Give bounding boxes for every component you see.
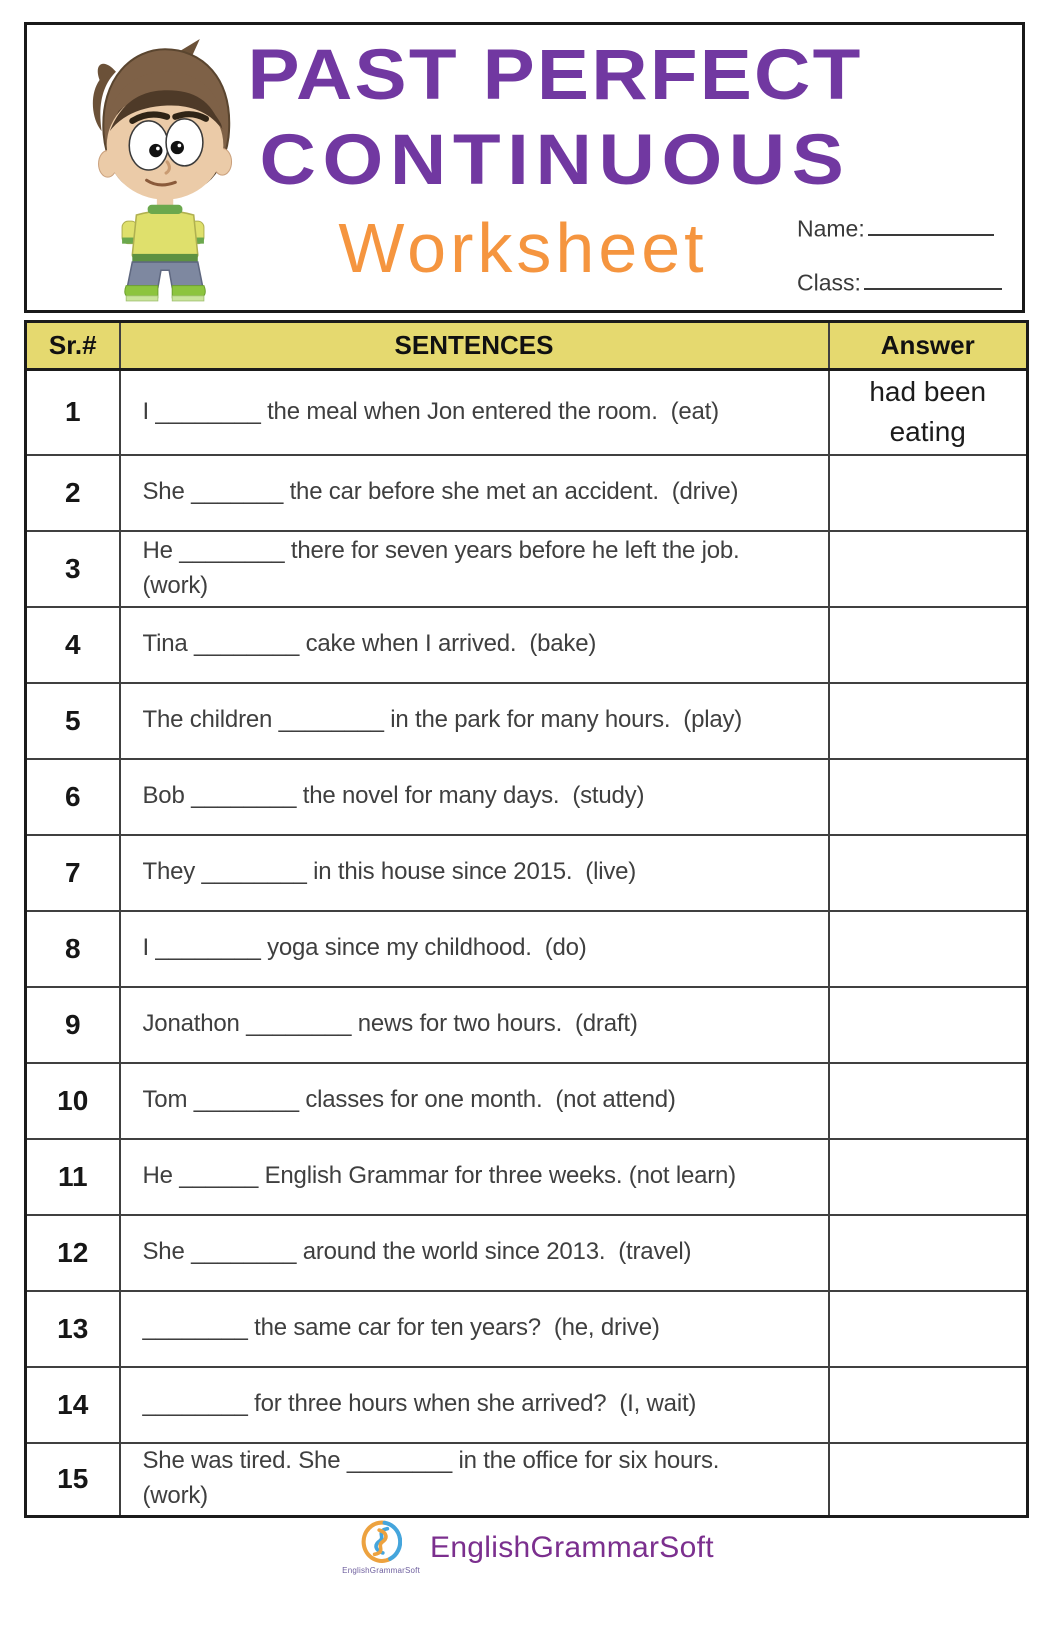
- class-field-row: [797, 267, 1002, 296]
- table-row: [26, 531, 1028, 607]
- sentence-text: I ________ the meal when Jon entered the room. (eat): [142, 397, 719, 425]
- table-header-row: [26, 322, 1028, 370]
- row-number: 15: [26, 1443, 120, 1517]
- class-blank-line: [864, 267, 1002, 290]
- sentence-text: She _______ the car before she met an accident. (drive): [142, 478, 739, 506]
- row-sentence: [120, 911, 829, 987]
- table-row: [26, 835, 1028, 911]
- table-row: [26, 607, 1028, 683]
- row-answer: [829, 911, 1028, 987]
- sentence-text: Jonathon ________ news for two hours. (draft): [142, 1010, 638, 1038]
- sentence-text: The children ________ in the park for many hours. (play): [142, 706, 743, 734]
- row-number: 13: [26, 1291, 120, 1367]
- row-sentence: [120, 370, 829, 455]
- row-sentence: [120, 987, 829, 1063]
- row-number: 1: [26, 370, 120, 455]
- sentence-text: Bob ________ the novel for many days. (study): [142, 782, 645, 810]
- row-number: 4: [26, 607, 120, 683]
- worksheet-table: [24, 320, 1029, 1518]
- row-number: 9: [26, 987, 120, 1063]
- table-row: [26, 1139, 1028, 1215]
- name-blank-line: [868, 213, 994, 236]
- page-title-line2: CONTINUOUS: [259, 121, 851, 200]
- row-answer: [829, 1291, 1028, 1367]
- sentence-text: She ________ around the world since 2013. (travel): [142, 1238, 692, 1266]
- row-number: 12: [26, 1215, 120, 1291]
- row-answer: [829, 1443, 1028, 1517]
- row-answer: [829, 1139, 1028, 1215]
- row-number: 2: [26, 455, 120, 531]
- sentence-text: He ______ English Grammar for three weeks. (not learn): [142, 1162, 736, 1190]
- page-title-line1: PAST PERFECT: [247, 36, 863, 115]
- row-answer: [829, 987, 1028, 1063]
- class-label: Class:: [797, 269, 861, 296]
- table-row: [26, 370, 1028, 455]
- row-sentence: [120, 1063, 829, 1139]
- row-answer: had been eating: [829, 370, 1028, 455]
- row-number: 10: [26, 1063, 120, 1139]
- sentence-text: ________ for three hours when she arrived? (I, wait): [142, 1390, 697, 1418]
- col-header-sentences: SENTENCES: [120, 322, 829, 370]
- row-number: 14: [26, 1367, 120, 1443]
- row-answer: [829, 455, 1028, 531]
- row-sentence: [120, 1215, 829, 1291]
- row-sentence: [120, 1443, 829, 1517]
- row-sentence: [120, 1367, 829, 1443]
- row-answer: [829, 607, 1028, 683]
- row-sentence: [120, 455, 829, 531]
- logo-caption: EnglishGrammarSoft: [342, 1566, 421, 1575]
- row-number: 6: [26, 759, 120, 835]
- row-answer: [829, 1215, 1028, 1291]
- row-sentence: [120, 835, 829, 911]
- row-number: 5: [26, 683, 120, 759]
- col-header-srno: Sr.#: [26, 322, 120, 370]
- row-sentence: [120, 759, 829, 835]
- row-number: 8: [26, 911, 120, 987]
- row-answer: [829, 1367, 1028, 1443]
- table-row: [26, 683, 1028, 759]
- sentence-text: He ________ there for seven years before he left the job.: [142, 536, 740, 564]
- header-box: [24, 22, 1025, 313]
- sentence-text: She was tired. She ________ in the office for six hours.: [142, 1447, 720, 1475]
- row-sentence: [120, 1291, 829, 1367]
- row-answer: [829, 531, 1028, 607]
- sentence-text: I ________ yoga since my childhood. (do): [142, 934, 587, 962]
- swirl-ring-logo-icon: [360, 1518, 402, 1565]
- sentence-text: Tom ________ classes for one month. (not attend): [142, 1086, 676, 1114]
- page-subtitle: Worksheet: [338, 209, 708, 287]
- row-number: 11: [26, 1139, 120, 1215]
- table-row: [26, 1291, 1028, 1367]
- logo-wrap: [342, 1518, 420, 1575]
- table-row: [26, 1063, 1028, 1139]
- row-number: 3: [26, 531, 120, 607]
- row-sentence: [120, 683, 829, 759]
- brand-name: EnglishGrammarSoft: [430, 1531, 714, 1564]
- name-label: Name:: [797, 215, 865, 242]
- sentence-text: ________ the same car for ten years? (he, drive): [142, 1314, 660, 1342]
- name-field-row: [797, 213, 994, 242]
- sentence-text-line2: (work): [142, 571, 208, 599]
- footer-brand: [0, 1518, 1056, 1575]
- row-sentence: [120, 1139, 829, 1215]
- row-answer: [829, 683, 1028, 759]
- row-sentence: [120, 531, 829, 607]
- col-header-answer: Answer: [829, 322, 1028, 370]
- row-sentence: [120, 607, 829, 683]
- row-answer: [829, 759, 1028, 835]
- table-row: [26, 759, 1028, 835]
- row-answer: [829, 835, 1028, 911]
- sentence-text-line2: (work): [142, 1482, 208, 1510]
- row-number: 7: [26, 835, 120, 911]
- sentence-text: Tina ________ cake when I arrived. (bake): [142, 630, 597, 658]
- table-row: [26, 1215, 1028, 1291]
- table-row: [26, 987, 1028, 1063]
- table-row: [26, 911, 1028, 987]
- table-row: [26, 1443, 1028, 1517]
- row-answer: [829, 1063, 1028, 1139]
- sentence-text: They ________ in this house since 2015. (live): [142, 858, 637, 886]
- table-row: [26, 455, 1028, 531]
- table-row: [26, 1367, 1028, 1443]
